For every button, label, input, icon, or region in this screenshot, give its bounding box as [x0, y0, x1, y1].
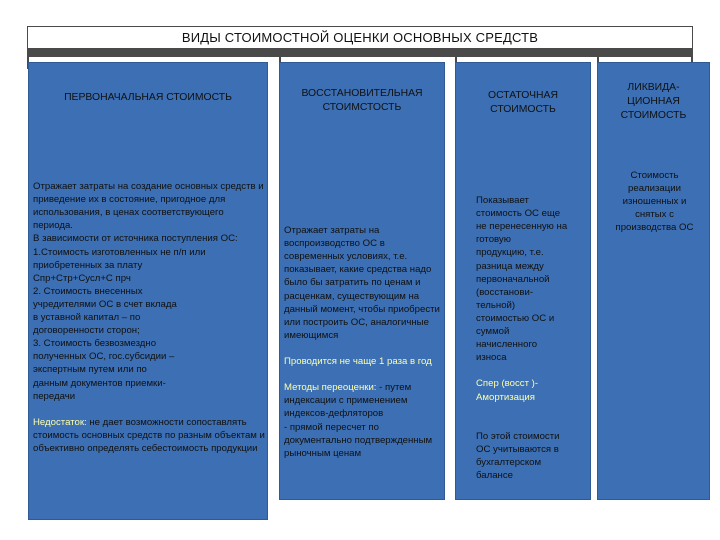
drawback-text: не дает возможности сопоставлять стоимость основных средств по разным объектам и объективно определять себестоимость продукции	[33, 416, 265, 454]
balance-note: По этой стоимости ОС учитываются в бухгалтерском балансе	[476, 430, 560, 482]
methods-label: Методы переоценки:	[284, 382, 377, 394]
column-header: ПЕРВОНАЧАЛЬНАЯ СТОИМОСТЬ	[64, 92, 232, 103]
column-header: ОСТАТОЧНАЯ СТОИМОСТЬ	[488, 90, 558, 115]
column-replacement-cost	[279, 62, 445, 500]
methods-text: - путем индексации с применением индексов-дефляторов - прямой пересчет по документально подтвержденным рыночным ценам	[284, 382, 433, 459]
column-header: ЛИКВИДА-ЦИОННАЯ СТОИМОСТЬ	[620, 82, 687, 121]
column-body: Стоимость реализации изношенных и снятых с производства ОС	[615, 170, 694, 234]
page-title: ВИДЫ СТОИМОСТНОЙ ОЦЕНКИ ОСНОВНЫХ СРЕДСТВ	[27, 26, 693, 49]
formula: Спер (восст )- Амортизация	[476, 378, 539, 403]
column-body	[476, 181, 590, 482]
column-body	[284, 211, 444, 460]
column-initial-cost	[28, 62, 268, 520]
frequency-note: Проводится не чаще 1 раза в год	[284, 356, 432, 368]
column-residual-cost	[455, 62, 591, 500]
column-liquidation-cost	[597, 62, 710, 500]
column-header: ВОССТАНОВИТЕЛЬНАЯ СТОИМСТОСТЬ	[301, 88, 423, 113]
body-text: Отражает затраты на воспроизводство ОС в современных условиях, т.е. показывает, какие средства надо было бы затратить по ценам и расценкам, существующим на данный момент, чтобы приобрести или построить ОС, аналогичные имеющимся	[284, 225, 440, 341]
body-text: Отражает затраты на создание основных средств и приведение их в состояние, пригодное для использования, в ценах соответствующего периода. В зависимости от источника поступления ОС: 1.Стоимость изготовленных не п/п или приобретенных за плату Спр+Стр+Сусл+С прч 2. Стоимость внесенных учредителями ОС в счет вклада в уставной капитал – по договоренности сторон; 3. Стоимость безвозмездно полученных ОС, гос.субсидии – экспертным путем или по данным документов приемки- передачи	[33, 181, 264, 402]
column-body	[33, 167, 265, 455]
body-text: Показывает стоимость ОС еще не перенесенную на готовую продукцию, т.е. разница между первоначальной (восстанови- тельной) стоимостью ОС и суммой начисленного износа	[476, 195, 568, 364]
connector-bar	[27, 48, 693, 57]
drawback-label: Недостаток:	[33, 416, 87, 428]
